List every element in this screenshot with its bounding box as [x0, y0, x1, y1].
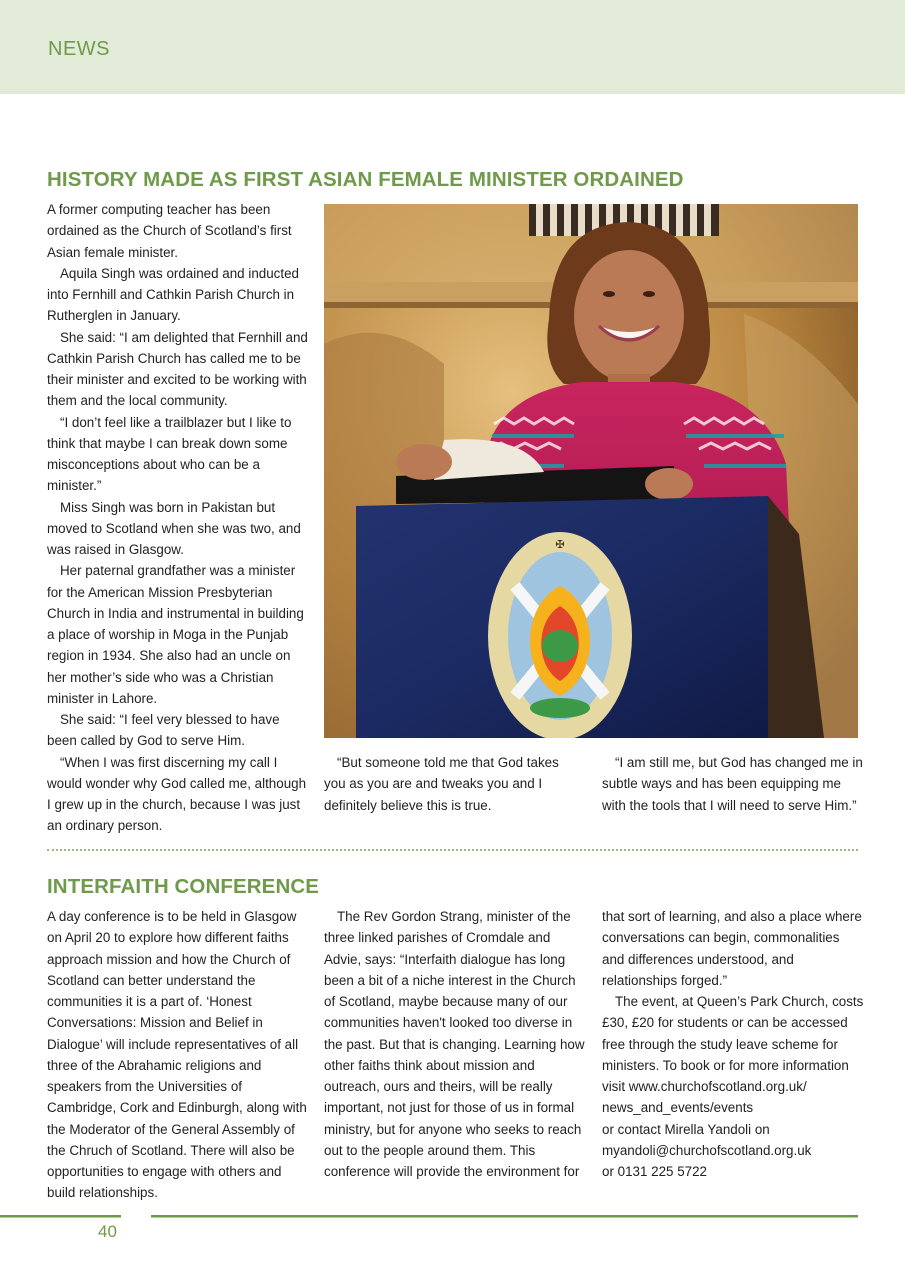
article1-column-1 [47, 199, 309, 837]
article1-column-3 [602, 752, 864, 816]
footer-rule-right [151, 1215, 858, 1218]
article1-column-2 [324, 752, 584, 816]
article2-column-3 [602, 906, 864, 1182]
paragraph: Miss Singh was born in Pakistan but moved to Scotland when she was two, and was raised in Glasgow. [47, 499, 301, 557]
footer-rule-left [0, 1215, 121, 1218]
paragraph: “I don’t feel like a trailblazer but I like to think that maybe I can break down some misconceptions about who can be a minister.” [47, 414, 292, 494]
contact-line: or contact Mirella Yandoli on [602, 1121, 770, 1137]
email-link[interactable]: myandoli@churchofscotland.org.uk [602, 1142, 812, 1158]
paragraph: Aquila Singh was ordained and inducted into Fernhill and Cathkin Parish Church in Rutherglen in January. [47, 265, 299, 324]
section-header-band [0, 0, 905, 94]
paragraph: She said: “I am delighted that Fernhill and Cathkin Parish Church has called me to be their minister and excited to be working with them and the local community. [47, 329, 308, 409]
paragraph: A day conference is to be held in Glasgow on April 20 to explore how different faiths approach mission and how the Church of Scotland can better understand the communities it is a part of. ‘Honest Conversations: Mission and Belief in Dialogue’ will include representatives of all three of the Abrahamic religions and speakers from the Universities of Cambridge, Cork and Edinburgh, along with the Moderator of the General Assembly of the Chruch of Scotland. There will also be opportunities to engage with others and build relationships. [47, 909, 307, 1201]
paragraph: “But someone told me that God takes you as you are and tweaks you and I definitely believe this is true. [324, 755, 559, 813]
phone-number: or 0131 225 5722 [602, 1164, 707, 1179]
svg-text:✠: ✠ [555, 538, 565, 551]
page-number: 40 [98, 1222, 117, 1241]
paragraph: She said: “I feel very blessed to have been called by God to serve Him. [47, 712, 280, 749]
article2-column-1 [47, 906, 309, 1204]
article2-column-2 [324, 906, 586, 1182]
section-label: NEWS [48, 38, 110, 60]
paragraph: A former computing teacher has been ordained as the Church of Scotland’s first Asian female minister. [47, 202, 292, 260]
article-headline-ordination: HISTORY MADE AS FIRST ASIAN FEMALE MINISTER ORDAINED [47, 168, 684, 191]
minister-photo [324, 204, 858, 738]
dotted-divider [47, 849, 858, 851]
paragraph-event-details: The event, at Queen’s Park Church, costs £30, £20 for students or can be accessed free through the study leave scheme for ministers. To book or for more information visit www.churchofscotland.org.uk/ news_and_events/events [602, 994, 864, 1116]
paragraph: that sort of learning, and also a place where conversations can begin, commonalities and differences understood, and relationships forged.” [602, 909, 862, 988]
paragraph: Her paternal grandfather was a minister for the American Mission Presbyterian Church in India and instrumental in building a place of worship in Moga in the Punjab region in 1934. She also had an uncle on her mother’s side who was a Christian minister in Lahore. [47, 563, 304, 706]
paragraph: The Rev Gordon Strang, minister of the three linked parishes of Cromdale and Advie, says: “Interfaith dialogue has long been a bit of a niche interest in the Church of Scotland, maybe because many of our communities haven't looked too diverse in the past. But that is changing. Learning how other faiths think about mission and outreach, ours and theirs, will be really important, not just for those of us in formal ministry, but for anyone who seeks to reach out to the people around them. This conference will provide the environment for [324, 909, 585, 1179]
paragraph: “I am still me, but God has changed me in subtle ways and has been equipping me with the tools that I will need to serve Him.” [602, 755, 863, 813]
article-headline-interfaith: INTERFAITH CONFERENCE [47, 875, 320, 898]
paragraph: “When I was first discerning my call I would wonder why God called me, although I grew up in the church, because I was just an ordinary person. [47, 754, 307, 834]
